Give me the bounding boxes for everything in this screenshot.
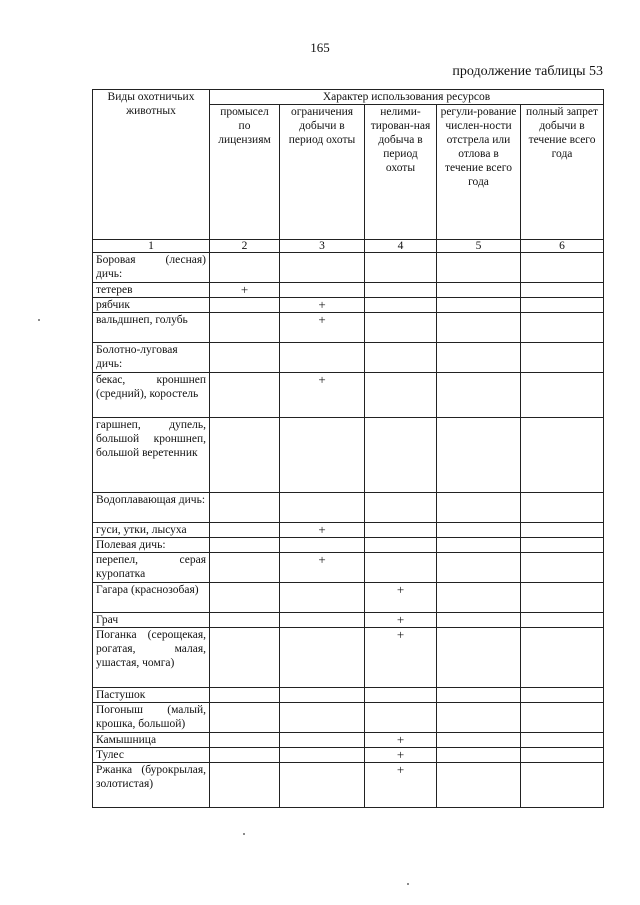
mark-cell: [210, 313, 280, 343]
mark-cell: [365, 298, 437, 313]
mark-cell: [521, 298, 604, 313]
mark-cell: [210, 343, 280, 373]
mark-cell: [365, 733, 437, 748]
mark-cell: [210, 523, 280, 538]
scan-speck: [38, 319, 40, 321]
species-name-cell: гаршнеп, дупель, большой кроншнеп, большой веретенник: [93, 418, 210, 493]
table-row: [93, 763, 604, 808]
mark-cell: [437, 343, 521, 373]
column-number-row: [93, 240, 604, 253]
mark-cell: [210, 283, 280, 298]
species-name-cell: Тулес: [93, 748, 210, 763]
mark-cell: [210, 613, 280, 628]
table-body: [93, 253, 604, 808]
mark-cell: [210, 298, 280, 313]
species-name-cell: бекас, кроншнеп (средний), коростель: [93, 373, 210, 418]
mark-cell: [437, 688, 521, 703]
column-header-limited-harvest: ограничения добычи в период охоты: [280, 105, 365, 240]
table-row: [93, 418, 604, 493]
mark-cell: [521, 748, 604, 763]
plus-mark: +: [396, 747, 405, 762]
mark-cell: [210, 703, 280, 733]
column-number: 2: [210, 240, 280, 253]
mark-cell: [280, 343, 365, 373]
species-name-cell: Грач: [93, 613, 210, 628]
species-header: Виды охотничьих животных: [93, 90, 210, 240]
mark-cell: [521, 763, 604, 808]
mark-cell: [521, 283, 604, 298]
scan-speck: [407, 883, 409, 885]
species-name-cell: Погоныш (малый, крошка, большой): [93, 703, 210, 733]
mark-cell: [437, 298, 521, 313]
mark-cell: [365, 583, 437, 613]
table-row: [93, 313, 604, 343]
species-name-cell: Водоплавающая дичь:: [93, 493, 210, 523]
column-number: 5: [437, 240, 521, 253]
mark-cell: [437, 523, 521, 538]
mark-cell: [521, 688, 604, 703]
column-header-licensed-hunting: промысел по лицензиям: [210, 105, 280, 240]
usage-group-header: Характер использования ресурсов: [210, 90, 604, 105]
resource-usage-table: [92, 89, 604, 808]
mark-cell: [210, 418, 280, 493]
plus-mark: +: [396, 732, 405, 747]
mark-cell: [210, 583, 280, 613]
mark-cell: [280, 493, 365, 523]
mark-cell: [280, 283, 365, 298]
table-row: [93, 748, 604, 763]
species-name-cell: Гагара (краснозобая): [93, 583, 210, 613]
mark-cell: [437, 283, 521, 298]
species-name-cell: Камышница: [93, 733, 210, 748]
species-name-cell: Поганка (серощекая, рогатая, малая, ушастая, чомга): [93, 628, 210, 688]
mark-cell: [365, 253, 437, 283]
mark-cell: [210, 688, 280, 703]
plus-mark: +: [318, 297, 326, 312]
mark-cell: [437, 748, 521, 763]
mark-cell: [521, 253, 604, 283]
species-name-cell: Болотно-луговая дичь:: [93, 343, 210, 373]
table-row: [93, 493, 604, 523]
mark-cell: [210, 733, 280, 748]
plus-mark: +: [240, 282, 249, 297]
mark-cell: [210, 628, 280, 688]
mark-cell: [521, 628, 604, 688]
mark-cell: [365, 628, 437, 688]
mark-cell: [437, 538, 521, 553]
mark-cell: [365, 703, 437, 733]
column-header-population-regulation: регули-рование числен-ности отстрела или отлова в течение всего года: [437, 105, 521, 240]
mark-cell: [521, 493, 604, 523]
species-name-cell: рябчик: [93, 298, 210, 313]
table-row: [93, 373, 604, 418]
mark-cell: [365, 418, 437, 493]
mark-cell: [437, 253, 521, 283]
mark-cell: [280, 748, 365, 763]
species-name-cell: перепел, серая куропатка: [93, 553, 210, 583]
mark-cell: [365, 553, 437, 583]
species-name-cell: гуси, утки, лысуха: [93, 523, 210, 538]
mark-cell: [280, 553, 365, 583]
species-name-cell: Ржанка (бурокрылая, золотистая): [93, 763, 210, 808]
mark-cell: [521, 343, 604, 373]
mark-cell: [280, 298, 365, 313]
mark-cell: [437, 583, 521, 613]
mark-cell: [210, 373, 280, 418]
mark-cell: [280, 523, 365, 538]
mark-cell: [437, 553, 521, 583]
mark-cell: [280, 538, 365, 553]
mark-cell: [280, 628, 365, 688]
mark-cell: [280, 688, 365, 703]
table-row: [93, 553, 604, 583]
mark-cell: [280, 583, 365, 613]
column-number: 3: [280, 240, 365, 253]
table-continuation-caption: продолжение таблицы 53: [452, 64, 603, 79]
mark-cell: [280, 703, 365, 733]
table-row: [93, 343, 604, 373]
table-row: [93, 733, 604, 748]
mark-cell: [365, 283, 437, 298]
table-row: [93, 613, 604, 628]
table-row: [93, 298, 604, 313]
table-row: [93, 703, 604, 733]
mark-cell: [437, 493, 521, 523]
table-row: [93, 538, 604, 553]
mark-cell: [521, 373, 604, 418]
mark-cell: [365, 343, 437, 373]
mark-cell: [210, 253, 280, 283]
species-name-cell: вальдшнеп, голубь: [93, 313, 210, 343]
mark-cell: [437, 418, 521, 493]
mark-cell: [365, 313, 437, 343]
plus-mark: +: [396, 627, 405, 642]
species-name-cell: Боровая (лесная) дичь:: [93, 253, 210, 283]
table-row: [93, 583, 604, 613]
column-number: 4: [365, 240, 437, 253]
plus-mark: +: [396, 612, 405, 627]
mark-cell: [365, 373, 437, 418]
mark-cell: [521, 613, 604, 628]
mark-cell: [521, 313, 604, 343]
mark-cell: [365, 523, 437, 538]
scan-speck: [243, 833, 245, 835]
mark-cell: [280, 613, 365, 628]
mark-cell: [280, 373, 365, 418]
column-number: 6: [521, 240, 604, 253]
mark-cell: [280, 253, 365, 283]
mark-cell: [280, 418, 365, 493]
mark-cell: [521, 553, 604, 583]
species-name-cell: Полевая дичь:: [93, 538, 210, 553]
table-row: [93, 628, 604, 688]
mark-cell: [521, 583, 604, 613]
page-number: 165: [310, 40, 330, 55]
table-row: [93, 253, 604, 283]
mark-cell: [365, 613, 437, 628]
mark-cell: [437, 628, 521, 688]
mark-cell: [280, 733, 365, 748]
mark-cell: [280, 763, 365, 808]
mark-cell: [210, 763, 280, 808]
plus-mark: +: [318, 552, 326, 567]
mark-cell: [437, 733, 521, 748]
mark-cell: [280, 313, 365, 343]
mark-cell: [210, 748, 280, 763]
plus-mark: +: [396, 582, 405, 597]
mark-cell: [365, 763, 437, 808]
column-header-full-ban: полный запрет добычи в течение всего года: [521, 105, 604, 240]
mark-cell: [365, 688, 437, 703]
plus-mark: +: [318, 372, 326, 387]
mark-cell: [521, 538, 604, 553]
mark-cell: [521, 418, 604, 493]
mark-cell: [521, 523, 604, 538]
plus-mark: +: [318, 522, 326, 537]
table-row: [93, 523, 604, 538]
mark-cell: [210, 493, 280, 523]
column-number: 1: [93, 240, 210, 253]
mark-cell: [437, 703, 521, 733]
mark-cell: [521, 703, 604, 733]
mark-cell: [365, 748, 437, 763]
mark-cell: [210, 553, 280, 583]
mark-cell: [437, 373, 521, 418]
table-header-row-group: [93, 90, 604, 105]
mark-cell: [437, 613, 521, 628]
species-name-cell: Пастушок: [93, 688, 210, 703]
species-name-cell: тетерев: [93, 283, 210, 298]
table-row: [93, 283, 604, 298]
plus-mark: +: [318, 312, 326, 327]
mark-cell: [365, 538, 437, 553]
mark-cell: [521, 733, 604, 748]
mark-cell: [437, 763, 521, 808]
plus-mark: +: [396, 762, 405, 777]
column-header-unlimited-harvest: нелими-тирован-ная добыча в период охоты: [365, 105, 437, 240]
mark-cell: [210, 538, 280, 553]
mark-cell: [437, 313, 521, 343]
mark-cell: [365, 493, 437, 523]
table-row: [93, 688, 604, 703]
